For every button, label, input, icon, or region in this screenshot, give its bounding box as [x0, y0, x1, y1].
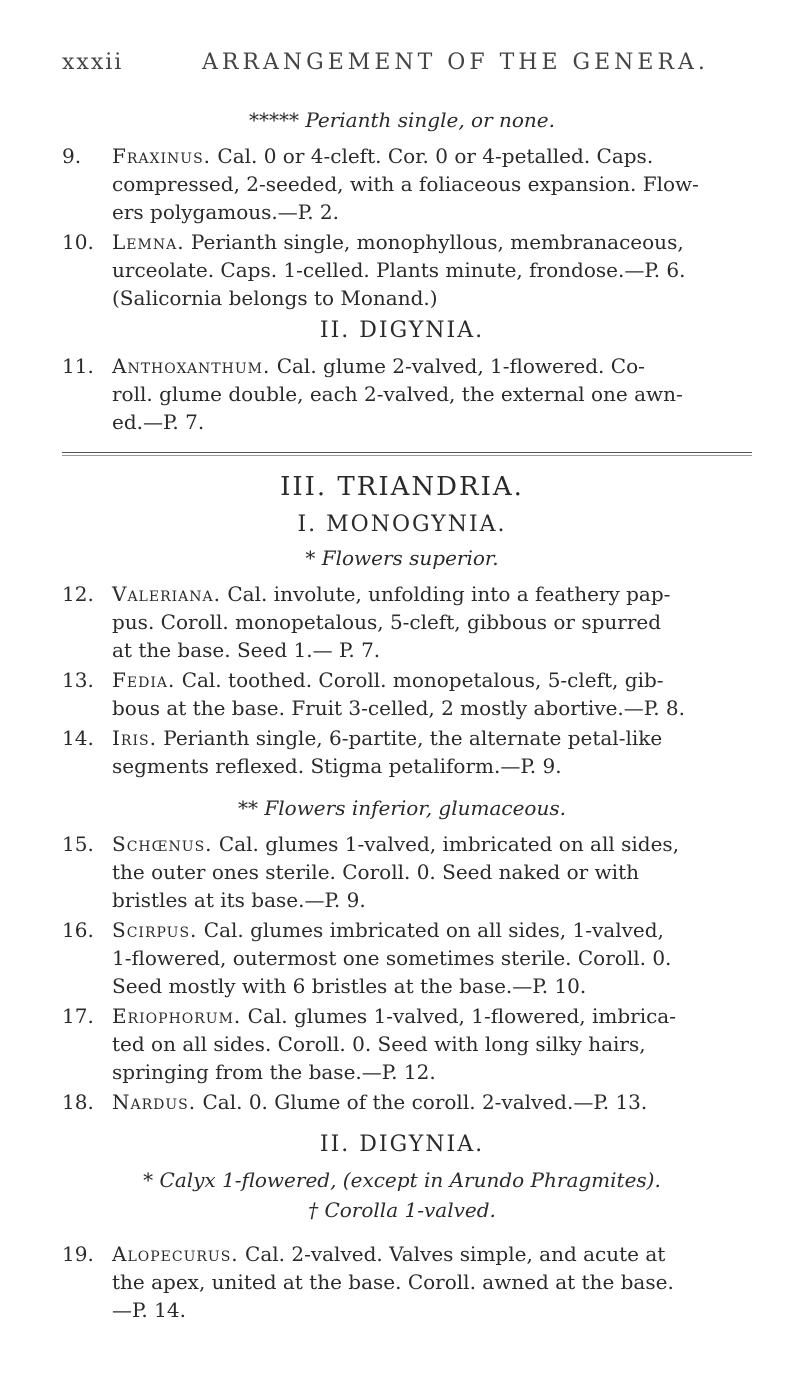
- entry-number: 9.: [62, 144, 82, 168]
- entry-line: Perianth single, monophyllous, membranaceous,: [190, 230, 684, 254]
- entry-line: segments reflexed. Stigma petaliform.—P. 9.: [112, 754, 562, 778]
- order-heading-digynia-2: II. DIGYNIA.: [319, 1132, 485, 1157]
- entry-line: ted on all sides. Coroll. 0. Seed with long silky hairs,: [112, 1032, 646, 1056]
- entry-line: bristles at its base.—P. 9.: [112, 888, 366, 912]
- entry-line: ers polygamous.—P. 2.: [112, 200, 339, 224]
- genus-entry-15: [62, 830, 762, 914]
- entry-line: Seed mostly with 6 bristles at the base.—P. 10.: [112, 974, 587, 998]
- entry-number: 10.: [62, 230, 94, 254]
- section-rule: [62, 452, 752, 453]
- entry-number: 16.: [62, 918, 94, 942]
- entry-line: bous at the base. Fruit 3-celled, 2 mostly abortive.—P. 8.: [112, 696, 685, 720]
- entry-line: Cal. toothed. Coroll. monopetalous, 5-cleft, gib-: [181, 668, 664, 692]
- genus-entry-17: [62, 1002, 762, 1086]
- entry-line: 1-flowered, outermost one sometimes sterile. Coroll. 0.: [112, 946, 672, 970]
- page-number: xxxii: [62, 50, 124, 75]
- entry-line: Cal. glumes 1-valved, 1-flowered, imbrica-: [247, 1004, 676, 1028]
- entry-number: 18.: [62, 1090, 94, 1114]
- genus-name: Scirpus.: [112, 918, 198, 942]
- entry-number: 17.: [62, 1004, 94, 1028]
- genus-entry-18: [62, 1088, 762, 1116]
- genus-name: Anthoxanthum.: [112, 354, 271, 378]
- genus-name: Eriophorum.: [112, 1004, 242, 1028]
- genus-name: Iris.: [112, 726, 157, 750]
- entry-line: Perianth single, 6-partite, the alternate petal-like: [163, 726, 663, 750]
- genus-name: Alopecurus.: [112, 1242, 239, 1266]
- order-heading-digynia: II. DIGYNIA.: [319, 318, 485, 343]
- genus-name: Schœnus.: [112, 832, 213, 856]
- entry-number: 11.: [62, 354, 94, 378]
- entry-line: Cal. 0 or 4-cleft. Cor. 0 or 4-petalled. Caps.: [217, 144, 654, 168]
- entry-line: —P. 14.: [112, 1298, 186, 1322]
- genus-entry-9: [62, 142, 762, 226]
- genus-name: Valeriana.: [112, 582, 221, 606]
- entry-line: urceolate. Caps. 1-celled. Plants minute, frondose.—P. 6.: [112, 258, 686, 282]
- entry-line: Cal. glumes 1-valved, imbricated on all sides,: [218, 832, 680, 856]
- entry-number: 19.: [62, 1242, 94, 1266]
- class-heading: III. TRIANDRIA.: [280, 472, 524, 502]
- entry-number: 14.: [62, 726, 94, 750]
- subsection-flowers-inferior: ** Flowers inferior, glumaceous.: [238, 796, 566, 820]
- section-rule-thin: [62, 455, 752, 456]
- section-perianth-single: ***** Perianth single, or none.: [248, 108, 556, 132]
- note-corolla: † Corolla 1-valved.: [308, 1198, 496, 1222]
- genus-entry-12: [62, 580, 762, 664]
- entry-line: ed.—P. 7.: [112, 410, 205, 434]
- entry-line: Cal. 2-valved. Valves simple, and acute at: [245, 1242, 666, 1266]
- genus-entry-10: [62, 228, 762, 312]
- entry-line: Cal. 0. Glume of the coroll. 2-valved.—P. 13.: [202, 1090, 648, 1114]
- genus-entry-14: [62, 724, 762, 780]
- genus-entry-19: [62, 1240, 762, 1324]
- entry-line: Cal. involute, unfolding into a feathery pap-: [227, 582, 671, 606]
- entry-line: pus. Coroll. monopetalous, 5-cleft, gibbous or spurred: [112, 610, 662, 634]
- genus-name: Fraxinus.: [112, 144, 212, 168]
- entry-line: the apex, united at the base. Coroll. awned at the base.: [112, 1270, 674, 1294]
- entry-line: the outer ones sterile. Coroll. 0. Seed naked or with: [112, 860, 639, 884]
- entry-line: Cal. glumes imbricated on all sides, 1-valved,: [203, 918, 664, 942]
- entry-number: 15.: [62, 832, 94, 856]
- entry-number: 13.: [62, 668, 94, 692]
- entry-number: 12.: [62, 582, 94, 606]
- entry-line: Cal. glume 2-valved, 1-flowered. Co-: [276, 354, 645, 378]
- genus-name: Nardus.: [112, 1090, 197, 1114]
- entry-line: compressed, 2-seeded, with a foliaceous expansion. Flow-: [112, 172, 699, 196]
- entry-line: roll. glume double, each 2-valved, the external one awn-: [112, 382, 683, 406]
- entry-line: springing from the base.—P. 12.: [112, 1060, 436, 1084]
- entry-line: (Salicornia belongs to Monand.): [112, 286, 438, 310]
- genus-name: Lemna.: [112, 230, 185, 254]
- order-heading-monogynia: I. MONOGYNIA.: [297, 512, 507, 537]
- genus-entry-13: [62, 666, 762, 722]
- genus-name: Fedia.: [112, 668, 176, 692]
- subsection-flowers-superior: * Flowers superior.: [305, 546, 499, 570]
- genus-entry-11: [62, 352, 762, 436]
- note-calyx: * Calyx 1-flowered, (except in Arundo Phragmites).: [143, 1168, 661, 1192]
- genus-entry-16: [62, 916, 762, 1000]
- running-title: ARRANGEMENT OF THE GENERA.: [202, 50, 709, 75]
- entry-line: at the base. Seed 1.— P. 7.: [112, 638, 381, 662]
